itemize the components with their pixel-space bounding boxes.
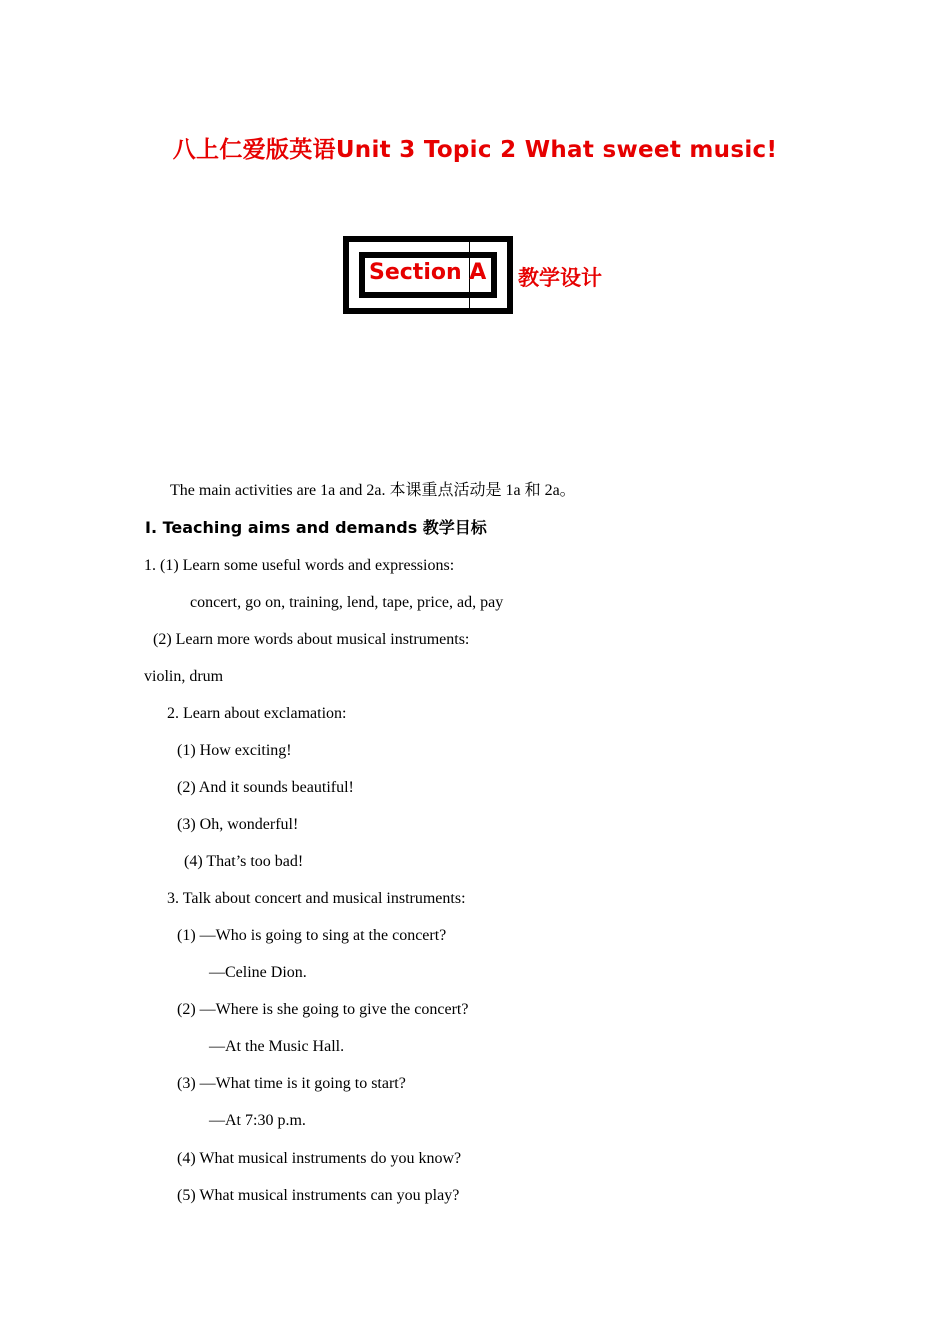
list-item: violin, drum [144,668,224,685]
heading-teaching-aims: Ⅰ. Teaching aims and demands 教学目标 [145,518,487,537]
list-item: (3) —What time is it going to start? [177,1075,406,1092]
list-item: (1) —Who is going to sing at the concert? [177,927,447,944]
document-title: 八上仁爱版英语Unit 3 Topic 2 What sweet music! [172,137,778,163]
section-label: Section A [369,260,487,285]
list-item: 1. (1) Learn some useful words and expressions: [144,557,455,574]
list-item: —At the Music Hall. [209,1038,345,1055]
list-item: (2) Learn more words about musical instruments: [153,631,470,648]
list-item: —Celine Dion. [209,964,307,981]
list-item: —At 7:30 p.m. [209,1112,306,1129]
list-item: (2) And it sounds beautiful! [177,779,354,796]
list-item: 2. Learn about exclamation: [167,705,347,722]
intro-text: The main activities are 1a and 2a. 本课重点活动是 1a 和 2a。 [170,482,576,499]
section-suffix: 教学设计 [518,266,602,290]
list-item: (1) How exciting! [177,742,292,759]
list-item: (2) —Where is she going to give the concert? [177,1001,469,1018]
list-item: 3. Talk about concert and musical instruments: [167,890,466,907]
list-item: (3) Oh, wonderful! [177,816,299,833]
list-item: (5) What musical instruments can you play? [177,1187,460,1204]
list-item: (4) What musical instruments do you know? [177,1150,462,1167]
list-item: (4) That’s too bad! [184,853,304,870]
list-item: concert, go on, training, lend, tape, price, ad, pay [190,594,504,611]
